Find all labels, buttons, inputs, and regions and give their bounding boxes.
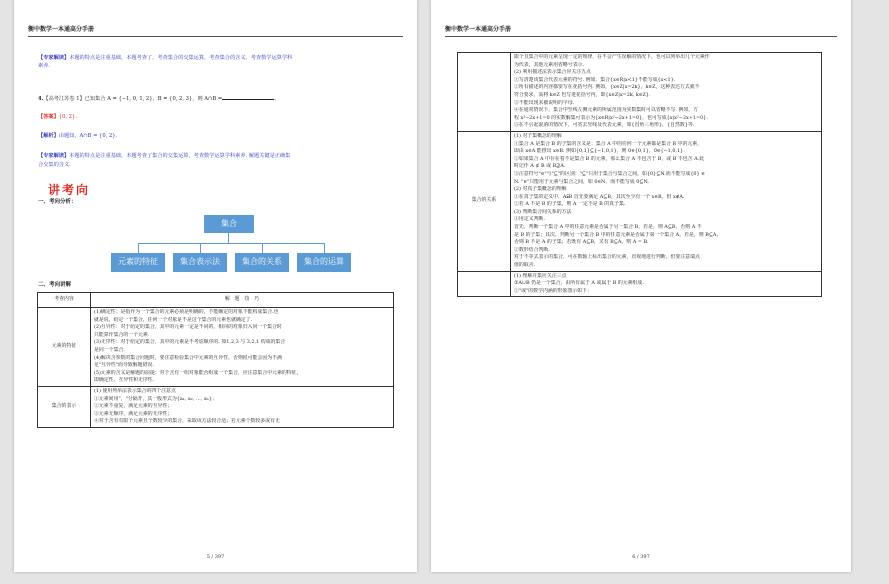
document-page-left	[14, 0, 417, 572]
table-row	[38, 386, 394, 427]
note-line: 4.【高考江苏卷 1】已知集合 A = {−1, 0, 1, 2}，B = {0, 2, 3}，则 A∩B = .	[38, 96, 276, 102]
page-number: 5 / 397	[206, 554, 225, 560]
table-header: 解 题 技 巧	[91, 293, 394, 308]
content-line: (2) 对真子集概念的理解	[514, 186, 567, 193]
table-row	[458, 53, 822, 132]
header-divider	[445, 36, 837, 37]
content-line: (3)无序性：对于给定的集合，其中的元素是不考虑顺序的. 如1,2,3 与 3,2,1 构成的集合	[94, 339, 286, 346]
row-content	[91, 386, 394, 427]
content-line: 值的取舍.	[514, 262, 536, 269]
row-label: 集合的关系	[458, 131, 511, 271]
diagram-connector	[138, 243, 324, 244]
content-line: ⑤在不引起混淆的情况下，可省去竖线及代表元素，如{直角三角形}，{自然数}等.	[514, 122, 695, 129]
note-prefix: 4.	[38, 96, 44, 102]
content-line: ③不能出现未被说明的字母.	[514, 99, 575, 106]
content-line: 否则 B 不是 A 的子集；若既有 A⊆B，又有 B⊆A，则 A = B.	[514, 239, 649, 246]
content-line: ②如果集合 A 中存在着不是集合 B 的元素，那么集合 A 不包含于 B，或 B 不包含 A.此	[514, 155, 705, 162]
row-content	[511, 271, 822, 297]
content-line: (4)解决含参数的集合问题时，要注意检验集合中元素的互异性，否则很可能会因为不满	[94, 354, 282, 361]
section2-title: 二、考向讲解	[38, 282, 72, 288]
note-text: 本题的特点是注重基础，本题考查了集合的交集运算，考查数学运算学科素养. 解题关键是正确集	[69, 153, 291, 159]
diagram-node: 集合的运算	[297, 253, 351, 272]
content-line: ①用定义判断.	[514, 216, 545, 223]
note-prefix: 【专家解读】	[38, 153, 70, 159]
techniques-table-continued	[457, 52, 822, 297]
table-row	[458, 271, 822, 297]
answer-blank	[222, 94, 274, 100]
content-line: 即确定性、互异性和无序性.	[94, 377, 155, 384]
table-row	[458, 131, 822, 271]
content-line: ①写清楚该集合代表元素的符号. 例如，集合{x∈R|x<1}不能写成{x<1}.	[514, 76, 676, 83]
diagram-connector	[262, 243, 263, 253]
row-label: 集合的表示	[38, 386, 91, 427]
row-label: 元素的特征	[38, 308, 91, 387]
content-line: 限个且集合中的元素呈现一定的规律，在不会产生误解的情况下，也可以列举出几个元素作	[514, 54, 710, 60]
note-line	[38, 132, 117, 140]
row-label	[458, 271, 511, 297]
content-line: ②数形结合判断.	[514, 246, 550, 253]
content-line: (3) 判断集合间关系的方法	[514, 208, 572, 215]
content-line: (1)确定性：是指作为一个集合的元素必须是明确的，不能确定的对象不能构成集合.也	[94, 309, 279, 315]
content-line: (1) 使用列举法表示集合的四个注意点	[94, 387, 176, 394]
note-text: 素养.	[38, 63, 51, 69]
content-line: (2) 利用描述法表示集合应关注五点	[514, 69, 591, 76]
diagram-root: 集合	[204, 215, 254, 233]
content-line: ②所有描述的内容都要写在花括号内. 例如，{x∈Z|x=2k}，k∈Z，这种表达方式就不	[514, 84, 700, 91]
content-line: 是 B 的子集；其次，判断另一个集合 B 中的任意元素是否属于第一个集合 A，若是，则 B⊆A，	[514, 231, 722, 238]
page-header: 衡中数学一本通高分手册	[445, 26, 512, 33]
content-line: 就是说，给定一个集合，任何一个对象是不是这个集合的元素也就确定了.	[94, 316, 253, 323]
table-header-row	[38, 293, 394, 308]
content-line: (1) 理解并集应关注三点	[514, 272, 567, 279]
page-number: 6 / 397	[632, 554, 650, 560]
section-heading: 讲考向	[48, 183, 91, 197]
diagram-node: 元素的特征	[111, 253, 165, 272]
note-prefix: 【答案】	[38, 114, 59, 120]
note-line	[38, 54, 292, 62]
content-line: (2)互异性：对于给定的集合，其中的元素一定是不同的，相同的对象归入同一个集合时	[94, 324, 282, 331]
row-content	[511, 53, 822, 132]
note-line	[38, 113, 77, 121]
content-line: 对于不等式表示的集合，可在数轴上标出集合的元素，直观地进行判断，但要注意端点	[514, 254, 700, 261]
note-text: 合交集的含义.	[38, 162, 71, 168]
note-text: 本题的特点是注重基础，本题考查了，考查集合的交集运算，考查集合的含义，考查数学运算学科	[69, 55, 293, 61]
page-header: 衡中数学一本通高分手册	[28, 26, 95, 33]
note-prefix: 【专家解读】	[38, 55, 70, 61]
diagram-node: 集合的关系	[235, 253, 289, 272]
header-divider	[28, 36, 403, 37]
content-line: 时记作 A ⊄ B 或 B⊉A.	[514, 163, 566, 170]
techniques-table	[37, 292, 394, 428]
content-line: ①集合 A 是集合 B 的子集的含义是：集合 A 中的任何一个元素都是集合 B 中的元素，	[514, 140, 703, 147]
content-line: 足"互异性"而导致解题错误.	[94, 362, 154, 369]
content-line: 首先，判断一个集合 A 中的任意元素是否属于另一集合 B，若是，则 A⊆B，否则 A 不	[514, 224, 702, 231]
document-page-right	[431, 0, 851, 572]
content-line: ①在真子集的定义中，A⫋B 首先要满足 A⊆B，其次至少有一个 x∈B，但 x∉A.	[514, 193, 685, 200]
note-line	[38, 161, 71, 169]
table-row	[38, 308, 394, 387]
note-text: 由题知，A∩B = {0, 2}.	[58, 133, 118, 139]
note-text: 【高考江苏卷 1】已知集合 A = {−1, 0, 1, 2}，B = {0, 2, 3}，则 A∩B =	[43, 96, 223, 102]
content-line: N. "∈"只能用于元素与集合之间，如 0∈N，而不能写成 0⊆N.	[514, 178, 649, 185]
content-line: 为代表，其他元素用省略号表示.	[514, 61, 585, 68]
note-prefix: 【解析】	[38, 133, 59, 139]
content-line: ③注意符号"∈"与"⊆"的区别："⊆"只用于集合与集合之间，如{0}⊆N.而不能写成{0} ∈	[514, 170, 705, 177]
row-content	[511, 131, 822, 271]
content-line: ②若 A 不是 B 的子集，则 A 一定不是 B 的真子集.	[514, 201, 626, 208]
content-line: ①元素间用"，"分隔开，其一般形式为{a₁, a₂, …, aₙ}；	[94, 395, 217, 402]
content-line: (5)元素的含义是解题的前提：对于含有一组对象能否组成一个集合，应注意集合中元素的特征，	[94, 369, 302, 376]
content-line: ①A∪B 仍是一个集合，由所有属于 A 或属于 B 的元素组成.	[514, 280, 644, 287]
content-line: ③元素无顺序，满足元素的无序性；	[94, 410, 173, 417]
row-content	[91, 308, 394, 387]
diagram-connector	[324, 243, 325, 253]
content-line: 程 x²−2x+1=0 的实数解集可表示为{x∈R|x²−2x+1=0}，也可写成{x|x²−2x+1=0}.	[514, 114, 708, 121]
content-line: ④对于含有有限个元素且个数较少的集合，采取该方法较合适；若元素个数较多或有无	[94, 418, 280, 425]
content-line: 只能算作集合的一个元素.	[94, 331, 150, 338]
diagram-connector	[228, 233, 229, 243]
section1-title: 一、考向分析：	[38, 199, 77, 205]
content-line: ④在通常情况下，集合中竖线左侧元素的所属范围为实数集时可以省略不写. 例如，方	[514, 107, 699, 114]
content-line: (1) 对子集概念的理解	[514, 132, 562, 139]
note-text: {0, 2}.	[58, 114, 77, 120]
content-line: 是同一个集合.	[94, 346, 125, 353]
table-header: 考查内容	[38, 293, 91, 308]
diagram-connector	[138, 243, 139, 253]
content-line: 符合要求，需将 k∈Z 也写进花括号内，即{x∈Z|x=2k, k∈Z}.	[514, 91, 651, 98]
row-label	[458, 53, 511, 132]
note-line	[38, 62, 50, 70]
content-line: ②元素不重复，满足元素的互异性；	[94, 403, 173, 410]
content-line: 即由 x∈A 能推出 x∈B. 例如{0,1}⊆{−1,0,1}，则 0∈{0,1}，0∈{−1,0,1}.	[514, 148, 685, 155]
diagram-connector	[200, 243, 201, 253]
note-line	[38, 152, 290, 160]
content-line: ②"或"的数学内涵的形象图示如下：	[514, 287, 592, 294]
diagram-node: 集合表示法	[173, 253, 227, 272]
